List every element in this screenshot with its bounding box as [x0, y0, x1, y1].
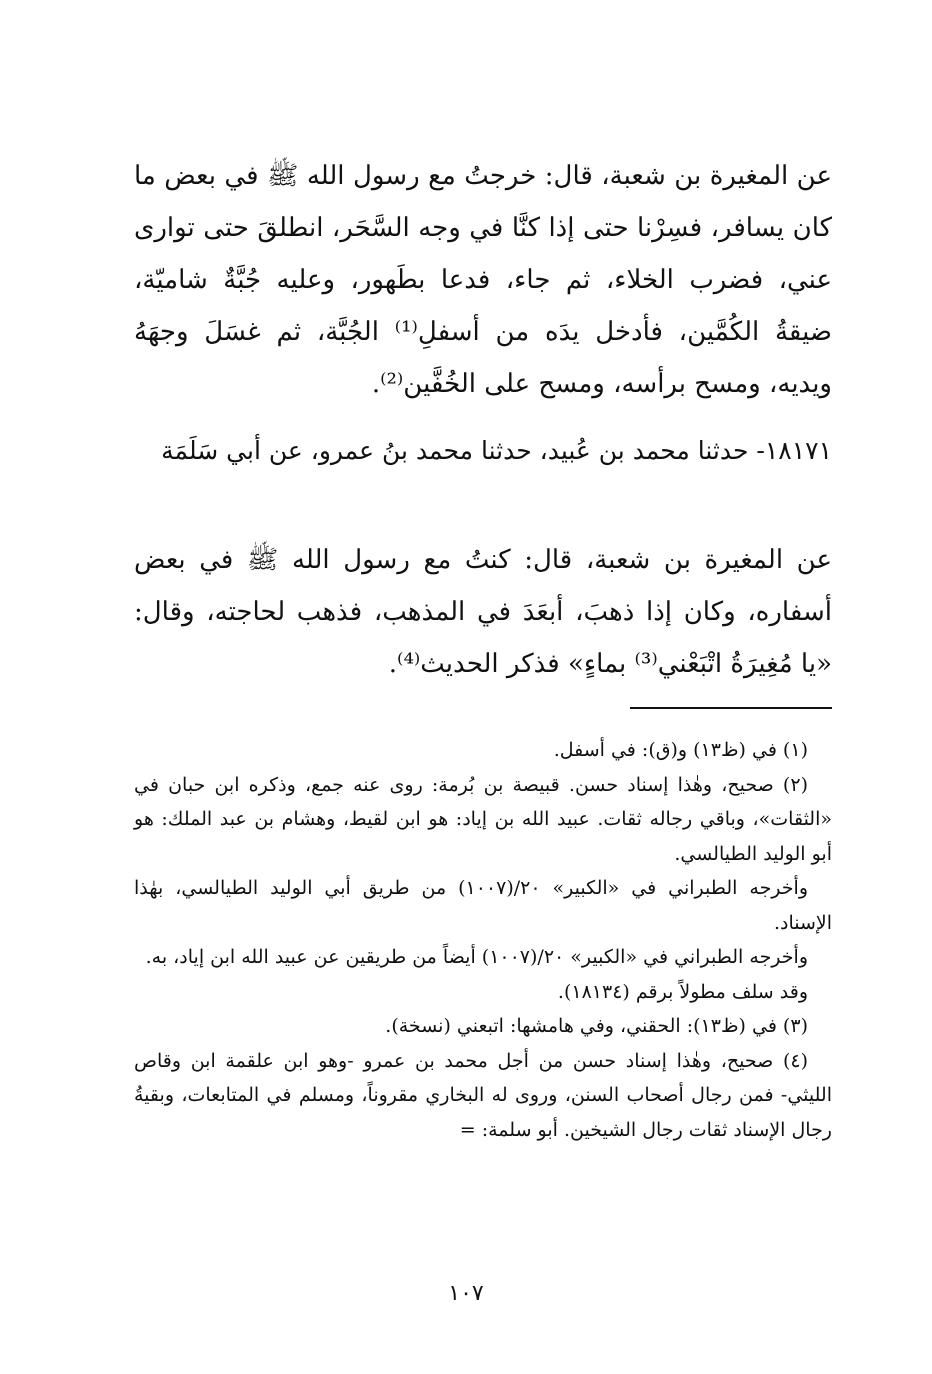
footnote-4: (٤) صحيح، وهٰذا إسناد حسن من أجل محمد بن عمرو -وهو ابن علقمة ابن وقاص الليثي- فمن رجال أصحاب السنن، وروى له البخاري مقروناً، ومسلم في المتابعات، وبقيةُ رجال الإسناد ثقات رجال الشيخين. أبو سلمة: =: [134, 1049, 832, 1141]
footnote-divider: [630, 707, 832, 709]
footnote-2-continuation: وأخرجه الطبراني في «الكبير» ٢٠/(١٠٠٧) أيضاً من طريقين عن عبيد الله ابن إياد، به.: [145, 946, 808, 968]
hadith-chain-header: ١٨١٧١- حدثنا محمد بن عُبيد، حدثنا محمد بنُ عمرو، عن أبي سَلَمَة: [161, 436, 832, 465]
footnote-1: (١) في (ظ١٣) و(ق): في أسفل.: [553, 739, 808, 761]
page-number: ١٠٧: [448, 1281, 484, 1306]
footnote-3: (٣) في (ظ١٣): الحقني، وفي هامشها: اتبعني (نسخة).: [385, 1015, 808, 1037]
hadith-text-paragraph-2: عن المغيرة بن شعبة، قال: كنتُ مع رسول الله ﷺ في بعض أسفاره، وكان إذا ذهبَ، أبعَدَ في المذهب، فذهب لحاجته، وقال: «يا مُغِيرَةُ اتْبَعْني⁽³⁾ بماءٍ» فذكر الحديث⁽⁴⁾.: [134, 545, 832, 679]
hadith-text-paragraph-1: عن المغيرة بن شعبة، قال: خرجتُ مع رسول الله ﷺ في بعض ما كان يسافر، فسِرْنا حتى إذا كنَّا في وجه السَّحَر، انطلقَ حتى توارى عني، فضرب الخلاء، ثم جاء، فدعا بطَهور، وعليه جُبَّةٌ شاميّة، ضيقةُ الكُمَّين، فأدخل يدَه من أسفلِ⁽¹⁾ الجُبَّة، ثم غسَلَ وجهَهُ ويديه، ومسح برأسه، ومسح على الخُفَّين⁽²⁾.: [134, 161, 833, 399]
footnote-2-continuation: وأخرجه الطبراني في «الكبير» ٢٠/(١٠٠٧) من طريق أبي الوليد الطيالسي، بهٰذا الإسناد.: [134, 877, 832, 934]
footnote-2-continuation: وقد سلف مطولاً برقم (١٨١٣٤).: [557, 980, 808, 1003]
footnotes-section: [134, 733, 832, 1147]
footnote-2: (٢) صحيح، وهٰذا إسناد حسن. قبيصة بن بُرمة: روى عنه جمع، وذكره ابن حبان في «الثقات»، وباقي رجاله ثقات. عبيد الله بن إياد: هو ابن لقيط، وهشام بن عبد الملك: هو أبو الوليد الطيالسي.: [134, 773, 832, 865]
